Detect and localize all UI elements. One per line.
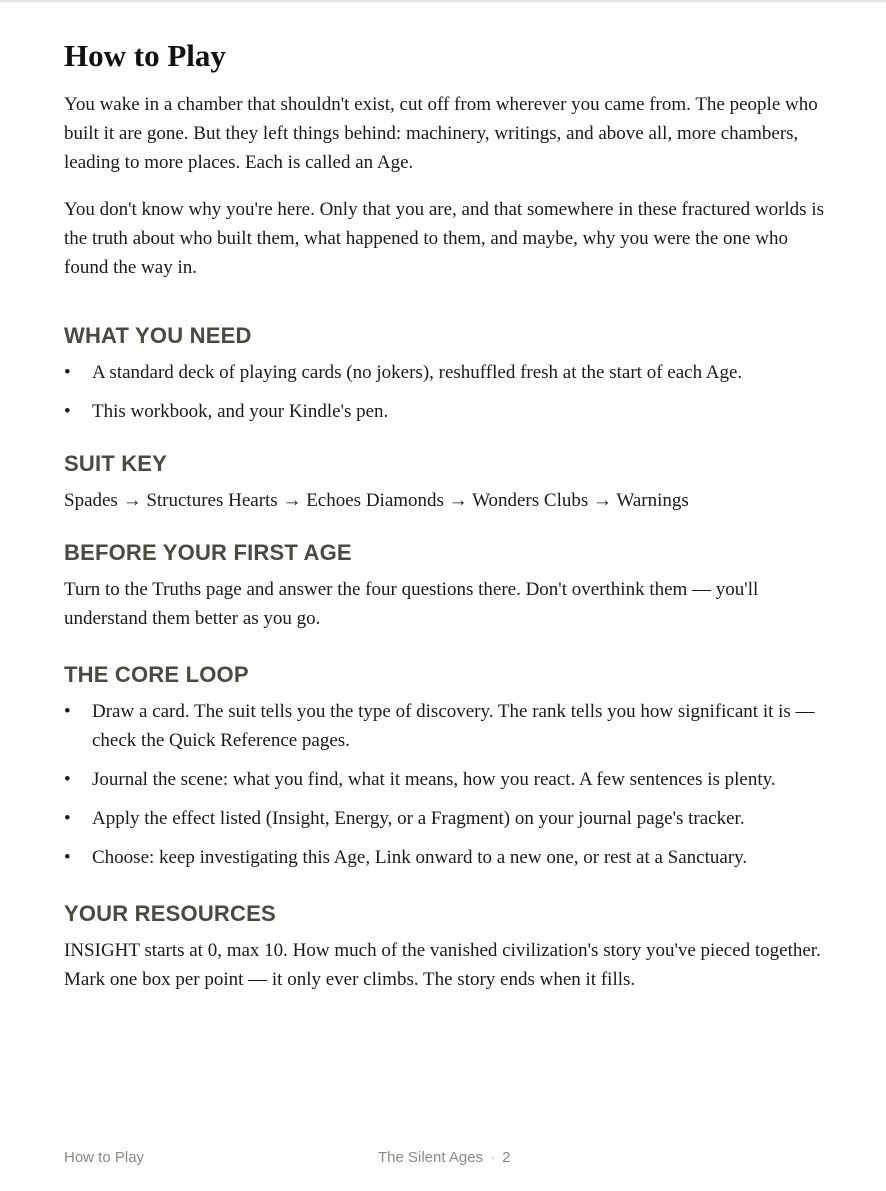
- list-item-text: Draw a card. The suit tells you the type of discovery. The rank tells you how significant it is — check the Quick Reference pages.: [92, 701, 815, 751]
- footer-separator: ·: [490, 1149, 496, 1166]
- list-item: [64, 697, 830, 755]
- resources-text: INSIGHT starts at 0, max 10. How much of the vanished civilization's story you've pieced together. Mark one box per point — it only ever climbs. The story ends when it fills.: [64, 940, 821, 990]
- list-item: [64, 397, 830, 426]
- section-heading-core-loop: THE CORE LOOP: [64, 662, 249, 687]
- intro-paragraph-2: You don't know why you're here. Only that you are, and that somewhere in these fractured worlds is the truth about who built them, what happened to them, and maybe, why you were the one who found the way in.: [64, 199, 824, 278]
- bullet-icon: •: [64, 701, 71, 722]
- footer-book-info: [378, 1149, 510, 1167]
- list-item-text: Journal the scene: what you find, what it means, how you react. A few sentences is plenty.: [92, 769, 776, 790]
- list-item-text: This workbook, and your Kindle's pen.: [92, 401, 389, 422]
- bullet-icon: •: [64, 847, 71, 868]
- page-content: [64, 36, 830, 1012]
- list-item-text: Choose: keep investigating this Age, Link onward to a new one, or rest at a Sanctuary.: [92, 847, 748, 868]
- what-you-need-list: [64, 358, 830, 426]
- before-first-age-text: Turn to the Truths page and answer the four questions there. Don't overthink them — you'll understand them better as you go.: [64, 579, 759, 629]
- top-divider: [0, 0, 886, 2]
- bullet-icon: •: [64, 401, 71, 422]
- bullet-icon: •: [64, 769, 71, 790]
- footer-section-label: How to Play: [64, 1149, 145, 1166]
- list-item: [64, 765, 830, 794]
- intro-paragraph-1: You wake in a chamber that shouldn't exist, cut off from wherever you came from. The people who built it are gone. But they left things behind: machinery, writings, and above all, more chambers, leading to more places. Each is called an Age.: [64, 94, 818, 173]
- list-item: [64, 843, 830, 872]
- core-loop-list: [64, 697, 830, 872]
- section-heading-what-you-need: WHAT YOU NEED: [64, 323, 252, 348]
- list-item: [64, 358, 830, 387]
- list-item: [64, 804, 830, 833]
- footer-page-number: 2: [502, 1149, 511, 1166]
- section-heading-suit-key: SUIT KEY: [64, 451, 168, 476]
- bullet-icon: •: [64, 808, 71, 829]
- section-heading-before-first-age: BEFORE YOUR FIRST AGE: [64, 540, 352, 565]
- list-item-text: A standard deck of playing cards (no jokers), reshuffled fresh at the start of each Age.: [92, 362, 743, 383]
- page-title: How to Play: [64, 38, 226, 73]
- suit-key-text: Spades → Structures Hearts → Echoes Diamonds → Wonders Clubs → Warnings: [64, 490, 689, 511]
- section-heading-resources: YOUR RESOURCES: [64, 901, 276, 926]
- bullet-icon: •: [64, 362, 71, 383]
- footer-book-title: The Silent Ages: [378, 1149, 484, 1166]
- list-item-text: Apply the effect listed (Insight, Energy, or a Fragment) on your journal page's tracker.: [92, 808, 745, 829]
